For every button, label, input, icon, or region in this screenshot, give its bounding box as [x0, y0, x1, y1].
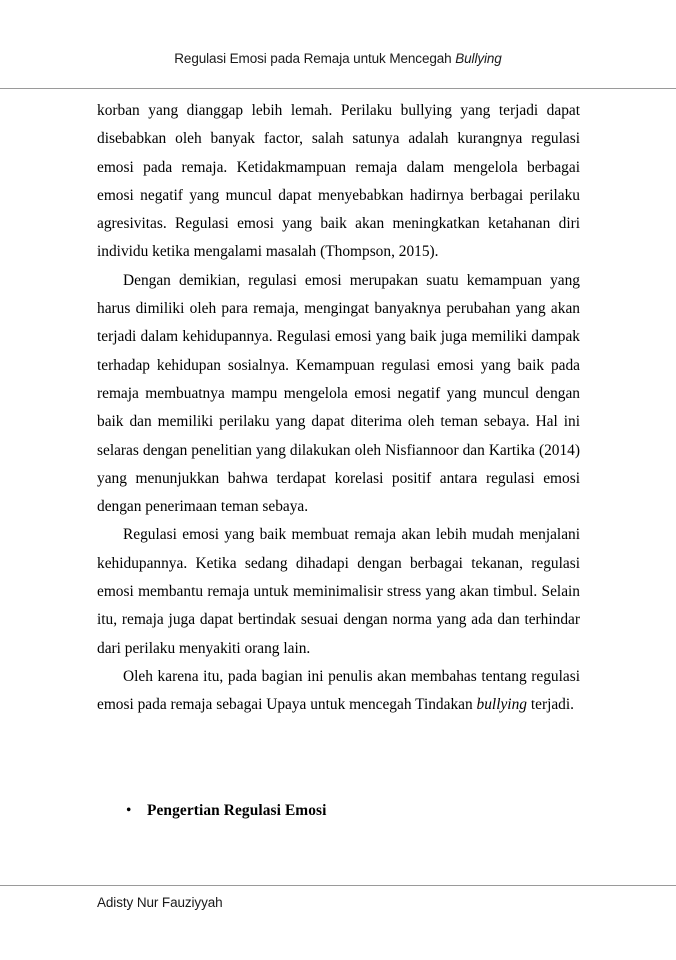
body-content [97, 97, 580, 720]
body-paragraph-4-tail: terjadi. [526, 696, 574, 714]
body-paragraph-4 [97, 663, 580, 720]
bullet-heading-row [97, 798, 580, 824]
footer-divider [0, 885, 676, 886]
bullet-heading-label: Pengertian Regulasi Emosi [147, 802, 327, 819]
body-paragraph-3: Regulasi emosi yang baik membuat remaja akan lebih mudah menjalani kehidupannya. Ketika sedang dihadapi dengan berbagai tekanan, regulasi emosi membantu remaja untuk meminimalisir stress yang akan timbul. Selain itu, remaja juga dapat bertindak sesuai dengan norma yang ada dan terhindar dari perilaku menyakiti orang lain. [97, 526, 580, 657]
page-header [0, 50, 676, 68]
page-header-italic-term: Bullying [455, 51, 502, 66]
page-header-text: Regulasi Emosi pada Remaja untuk Mencegah [174, 51, 456, 66]
header-divider [0, 88, 676, 89]
body-paragraph-1: korban yang dianggap lebih lemah. Perilaku bullying yang terjadi dapat disebabkan oleh banyak factor, salah satunya adalah kurangnya regulasi emosi pada remaja. Ketidakmampuan remaja dalam mengelola berbagai emosi negatif yang muncul dapat menyebabkan hadirnya berbagai perilaku agresivitas. Regulasi emosi yang baik akan meningkatkan ketahanan diri individu ketika mengalami masalah (Thompson, 2015). [97, 102, 580, 261]
bullet-heading-block [97, 798, 580, 824]
body-paragraph-2: Dengan demikian, regulasi emosi merupakan suatu kemampuan yang harus dimiliki oleh para remaja, mengingat banyaknya perubahan yang akan terjadi dalam kehidupannya. Regulasi emosi yang baik juga memiliki dampak terhadap kehidupan sosialnya. Kemampuan regulasi emosi yang baik pada remaja membuatnya mampu mengelola emosi negatif yang muncul dengan baik dan memiliki perilaku yang dapat diterima oleh teman sebaya. Hal ini selaras dengan penelitian yang dilakukan oleh Nisfiannoor dan Kartika (2014) yang menunjukkan bahwa terdapat korelasi positif antara regulasi emosi dengan penerimaan teman sebaya. [97, 271, 580, 516]
body-paragraph-4-italic-term: bullying [476, 696, 527, 714]
body-paragraph-4-lead: Oleh karena itu, pada bagian ini penulis akan membahas tentang regulasi emosi pada remaja sebagai Upaya untuk mencegah Tindakan [97, 667, 580, 714]
page-footer-author: Adisty Nur Fauziyyah [97, 895, 223, 910]
bullet-point-icon: • [126, 802, 132, 819]
